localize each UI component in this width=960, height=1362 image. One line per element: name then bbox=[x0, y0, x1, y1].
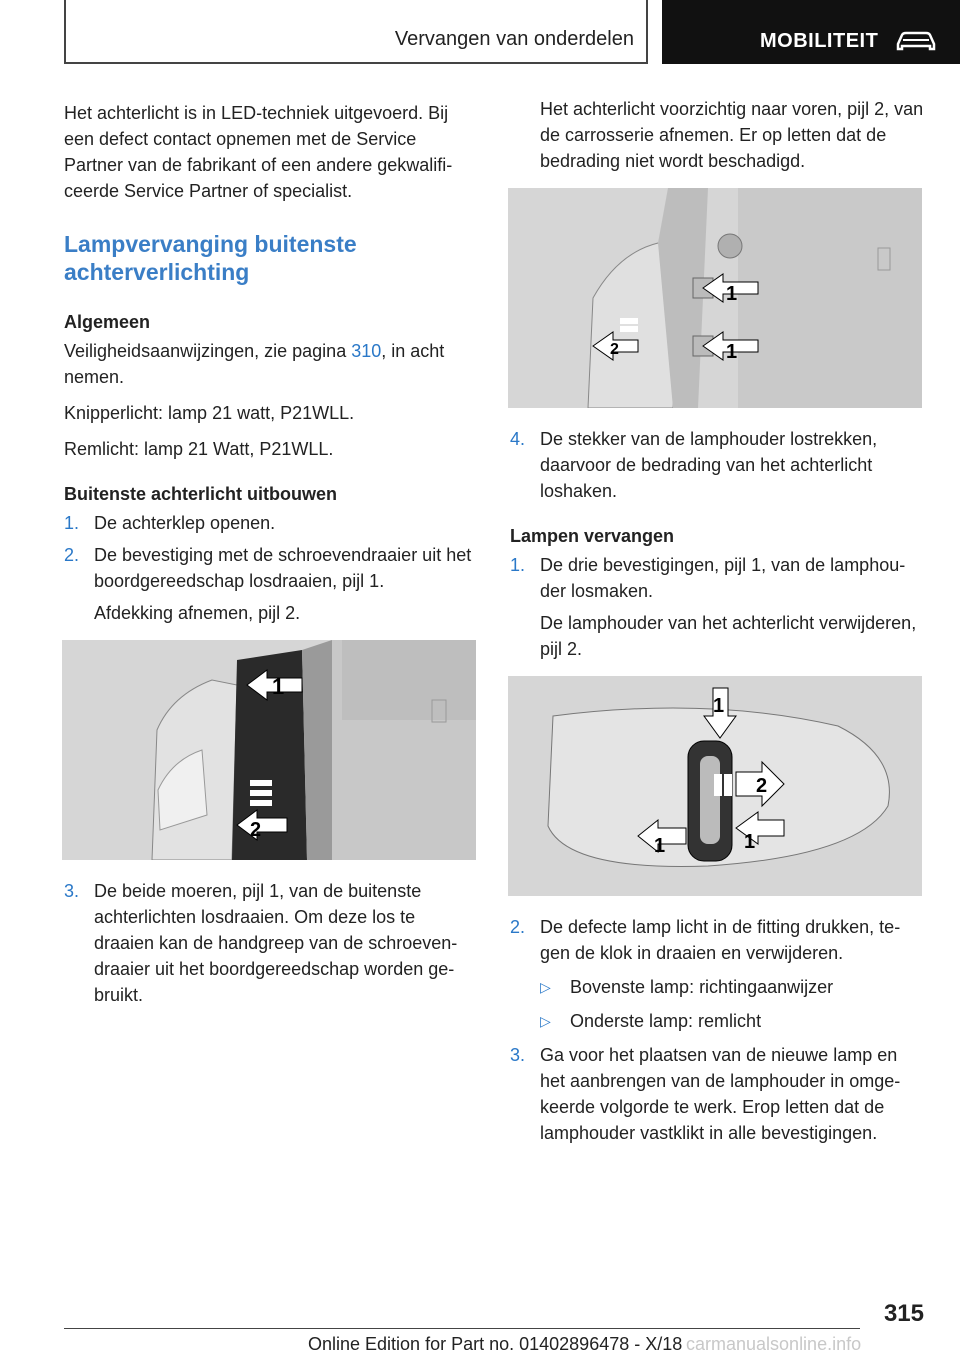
bullet-lower-lamp bbox=[510, 1008, 924, 1034]
figure-1-label: 2 bbox=[250, 819, 262, 841]
left-column bbox=[64, 100, 476, 1014]
figure-tail-light-cover bbox=[62, 640, 476, 860]
step-text: De bevestiging met de schroevendraaier uit het boordgereedschap losdraaien, pijl 1. bbox=[94, 545, 472, 591]
step-1 bbox=[64, 510, 476, 536]
bullet-upper-lamp bbox=[510, 974, 924, 1000]
lamp-step-2 bbox=[510, 914, 924, 966]
edition-text: Online Edition for Part no. 01402896478 - X/18 bbox=[308, 1334, 683, 1354]
page-number: 315 bbox=[883, 1300, 924, 1327]
indicator-spec: Knipperlicht: lamp 21 watt, P21WLL. bbox=[64, 403, 355, 423]
figure-1-label: 1 bbox=[272, 674, 285, 699]
triangle-bullet-icon: ▷ bbox=[540, 1013, 551, 1029]
safety-page-link[interactable]: 310 bbox=[351, 341, 382, 361]
bullet-text: Onderste lamp: remlicht bbox=[570, 1011, 762, 1031]
lamp-step-1 bbox=[510, 552, 924, 604]
lamp-step-1-sub: De lamphouder van het achterlicht verwijderen, pijl 2. bbox=[540, 613, 917, 659]
figure-3-label: 1 bbox=[654, 835, 666, 857]
watermark: carmanualsonline.info bbox=[686, 1334, 862, 1354]
intro-text: Het achterlicht is in LED-techniek uitgevoerd. Bij een defect contact opnemen met de Service Partner van de fabrikant of een andere gekwalificeerde Service Partner of specialist. bbox=[64, 103, 453, 201]
step-text: De beide moeren, pijl 1, van de buitenste achterlichten losdraaien. Om deze los te draaien kan de handgreep van de schroevendraaier uit het boordgereedschap worden gebruikt. bbox=[94, 881, 458, 1005]
figure-2-label: 1 bbox=[726, 341, 738, 363]
step-text: De defecte lamp licht in de fitting drukken, tegen de klok in draaien en verwijderen. bbox=[540, 917, 901, 963]
footer-rule bbox=[64, 1328, 860, 1329]
step-number: 4. bbox=[510, 429, 526, 449]
figure-2-label: 2 bbox=[610, 341, 619, 358]
chapter-label: MOBILITEIT bbox=[760, 30, 879, 52]
step-2 bbox=[64, 542, 476, 594]
car-icon bbox=[894, 28, 938, 52]
step-4 bbox=[510, 426, 924, 504]
section-title: Vervangen van onderdelen bbox=[394, 28, 634, 50]
step-text: De stekker van de lamphouder lostrekken, daarvoor de bedrading van het achterlicht loshaken. bbox=[540, 429, 878, 501]
step-text: Ga voor het plaatsen van de nieuwe lamp en het aanbrengen van de lamphouder in omgekeerde volgorde te werk. Erop letten dat de lamphouder vastklikt in alle bevestigingen. bbox=[540, 1045, 901, 1143]
general-heading: Algemeen bbox=[64, 312, 151, 332]
figure-3-label: 1 bbox=[713, 695, 725, 717]
step-number: 2. bbox=[510, 917, 526, 937]
chapter-tab[interactable] bbox=[662, 0, 960, 64]
step-2-sub: Afdekking afnemen, pijl 2. bbox=[94, 603, 301, 623]
step-text: De achterklep openen. bbox=[94, 513, 276, 533]
header-section-box bbox=[64, 0, 648, 64]
step-number: 1. bbox=[64, 513, 80, 533]
figure-2-drawing bbox=[508, 188, 922, 408]
step-number: 3. bbox=[64, 881, 80, 901]
lamps-heading: Lampen vervangen bbox=[510, 526, 675, 546]
step-number: 2. bbox=[64, 545, 80, 565]
figure-3-label: 2 bbox=[756, 775, 768, 797]
brake-spec: Remlicht: lamp 21 Watt, P21WLL. bbox=[64, 439, 334, 459]
safety-prefix: Veiligheidsaanwijzingen, zie pagina bbox=[64, 341, 352, 361]
bullet-text: Bovenste lamp: richtingaanwijzer bbox=[570, 977, 834, 997]
step-number: 3. bbox=[510, 1045, 526, 1065]
step-text: De drie bevestigingen, pijl 1, van de lamphouder losmaken. bbox=[540, 555, 906, 601]
figure-3-drawing bbox=[508, 676, 922, 896]
section-heading: Lampvervanging buitenste achterverlichting bbox=[64, 231, 357, 285]
figure-2-label: 1 bbox=[726, 283, 738, 305]
lamp-step-3 bbox=[510, 1042, 924, 1146]
figure-3-label: 1 bbox=[744, 831, 756, 853]
triangle-bullet-icon: ▷ bbox=[540, 979, 551, 995]
safety-note bbox=[64, 338, 476, 390]
continuation-text: Het achterlicht voorzichtig naar voren, pijl 2, van de carrosserie afnemen. Er op letten dat de bedrading niet wordt beschadigd. bbox=[540, 99, 924, 171]
figure-1-drawing bbox=[62, 640, 476, 860]
figure-tail-light-remove bbox=[508, 188, 922, 408]
figure-lamp-holder bbox=[508, 676, 922, 896]
removal-heading: Buitenste achterlicht uitbouwen bbox=[64, 484, 338, 504]
step-number: 1. bbox=[510, 555, 526, 575]
right-column bbox=[510, 100, 924, 1152]
safety-suffix: , in acht nemen. bbox=[64, 341, 445, 387]
step-3 bbox=[64, 878, 476, 1008]
